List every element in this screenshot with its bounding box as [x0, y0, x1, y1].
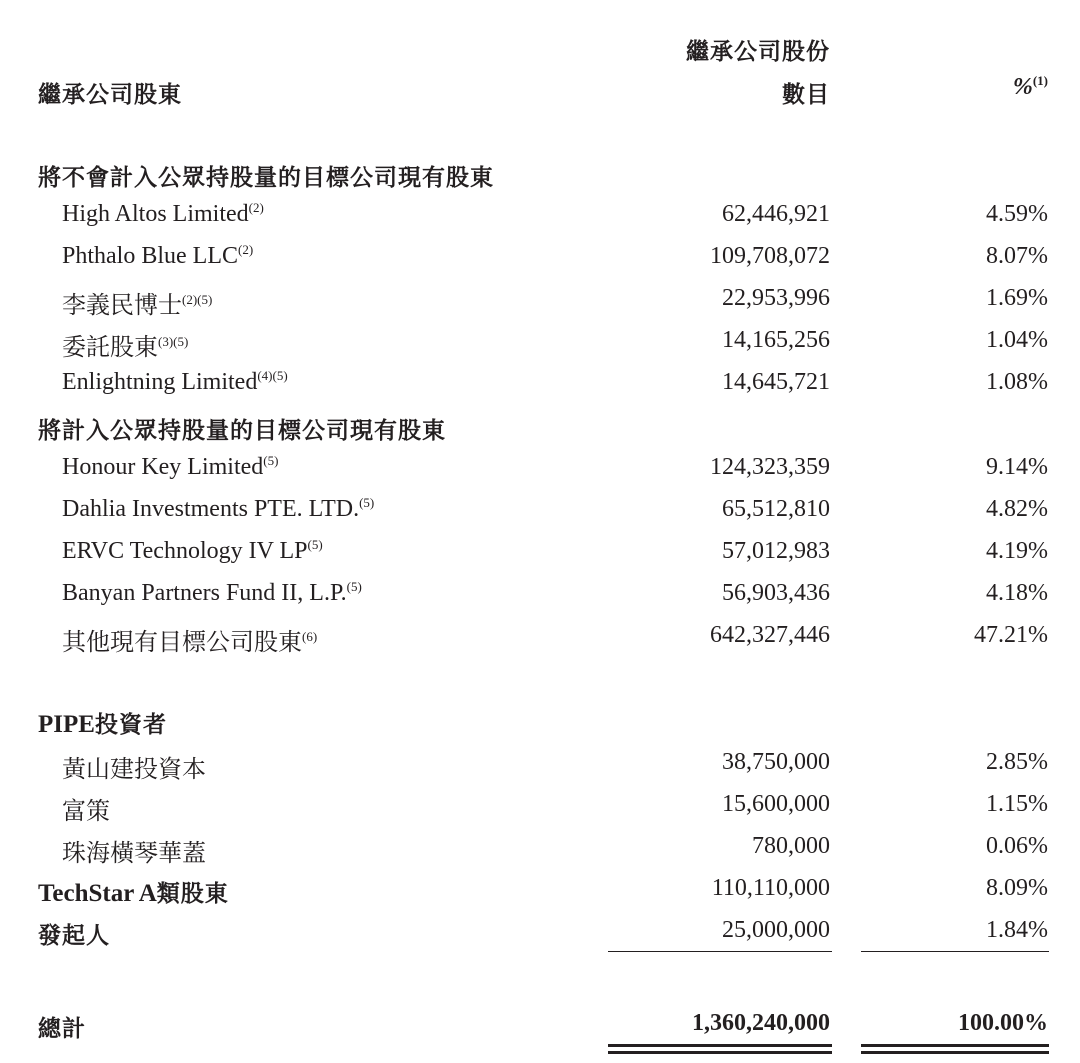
total-label: 總計	[38, 1016, 86, 1042]
column-header-shares-line1: 繼承公司股份	[686, 39, 830, 65]
row-name: 珠海橫琴華蓋	[62, 841, 206, 867]
row-name: Dahlia Investments PTE. LTD.$^{(5)}$	[62, 495, 375, 522]
row-percent: 0.06%	[986, 833, 1048, 859]
row-name: Banyan Partners Fund II, L.P.$^{(5)}$	[62, 579, 362, 606]
column-header-shareholders: 繼承公司股東	[38, 82, 182, 108]
row-shares: 14,645,721	[722, 369, 830, 395]
section-title-public-float: 將計入公眾持股量的目標公司現有股東	[38, 418, 446, 444]
row-name: Enlightning Limited$^{(4)(5)}$	[62, 368, 288, 395]
row-shares: 22,953,996	[722, 285, 830, 311]
row-name: TechStar A類股東	[38, 880, 229, 907]
row-percent: 4.19%	[986, 538, 1048, 564]
subtotal-rule-percent	[861, 951, 1049, 952]
row-shares: 110,110,000	[711, 875, 830, 901]
row-percent: 4.18%	[986, 580, 1048, 606]
row-name: ERVC Technology IV LP$^{(5)}$	[62, 537, 323, 564]
row-percent: 1.04%	[986, 327, 1048, 353]
row-name: 李義民博士$^{(2)(5)}$	[62, 292, 213, 319]
total-percent: 100.00%	[958, 1010, 1048, 1036]
column-header-percent: %$^{(1)}$	[1012, 73, 1048, 100]
row-shares: 109,708,072	[710, 243, 830, 269]
row-shares: 56,903,436	[722, 580, 830, 606]
row-percent: 9.14%	[986, 454, 1048, 480]
row-percent: 1.15%	[986, 791, 1048, 817]
row-percent: 4.82%	[986, 496, 1048, 522]
total-double-rule-percent	[861, 1044, 1049, 1054]
row-shares: 25,000,000	[722, 917, 830, 943]
total-double-rule-shares	[608, 1044, 832, 1054]
subtotal-rule-shares	[608, 951, 832, 952]
row-percent: 1.08%	[986, 369, 1048, 395]
row-shares: 14,165,256	[722, 327, 830, 353]
section-title-pipe-investors: PIPE投資者	[38, 711, 167, 738]
total-shares: 1,360,240,000	[692, 1010, 830, 1036]
row-percent: 8.09%	[986, 875, 1048, 901]
row-shares: 780,000	[752, 833, 830, 859]
row-name: Honour Key Limited$^{(5)}$	[62, 453, 279, 480]
row-shares: 38,750,000	[722, 749, 830, 775]
row-shares: 15,600,000	[722, 791, 830, 817]
row-name: 其他現有目標公司股東$^{(6)}$	[62, 629, 318, 656]
section-title-non-public-float: 將不會計入公眾持股量的目標公司現有股東	[38, 165, 494, 191]
row-shares: 65,512,810	[722, 496, 830, 522]
row-name: High Altos Limited$^{(2)}$	[62, 200, 264, 227]
row-name: 黃山建投資本	[62, 757, 206, 783]
row-percent: 1.69%	[986, 285, 1048, 311]
row-percent: 47.21%	[974, 622, 1048, 648]
row-shares: 642,327,446	[710, 622, 830, 648]
row-shares: 57,012,983	[722, 538, 830, 564]
row-percent: 2.85%	[986, 749, 1048, 775]
row-name: Phthalo Blue LLC$^{(2)}$	[62, 242, 254, 269]
row-name: 富策	[62, 799, 110, 825]
row-name: 委託股東$^{(3)(5)}$	[62, 334, 189, 361]
row-percent: 8.07%	[986, 243, 1048, 269]
column-header-shares-line2: 數目	[782, 82, 830, 108]
row-percent: 1.84%	[986, 917, 1048, 943]
row-shares: 124,323,359	[710, 454, 830, 480]
row-percent: 4.59%	[986, 201, 1048, 227]
row-name: 發起人	[38, 923, 110, 949]
row-shares: 62,446,921	[722, 201, 830, 227]
